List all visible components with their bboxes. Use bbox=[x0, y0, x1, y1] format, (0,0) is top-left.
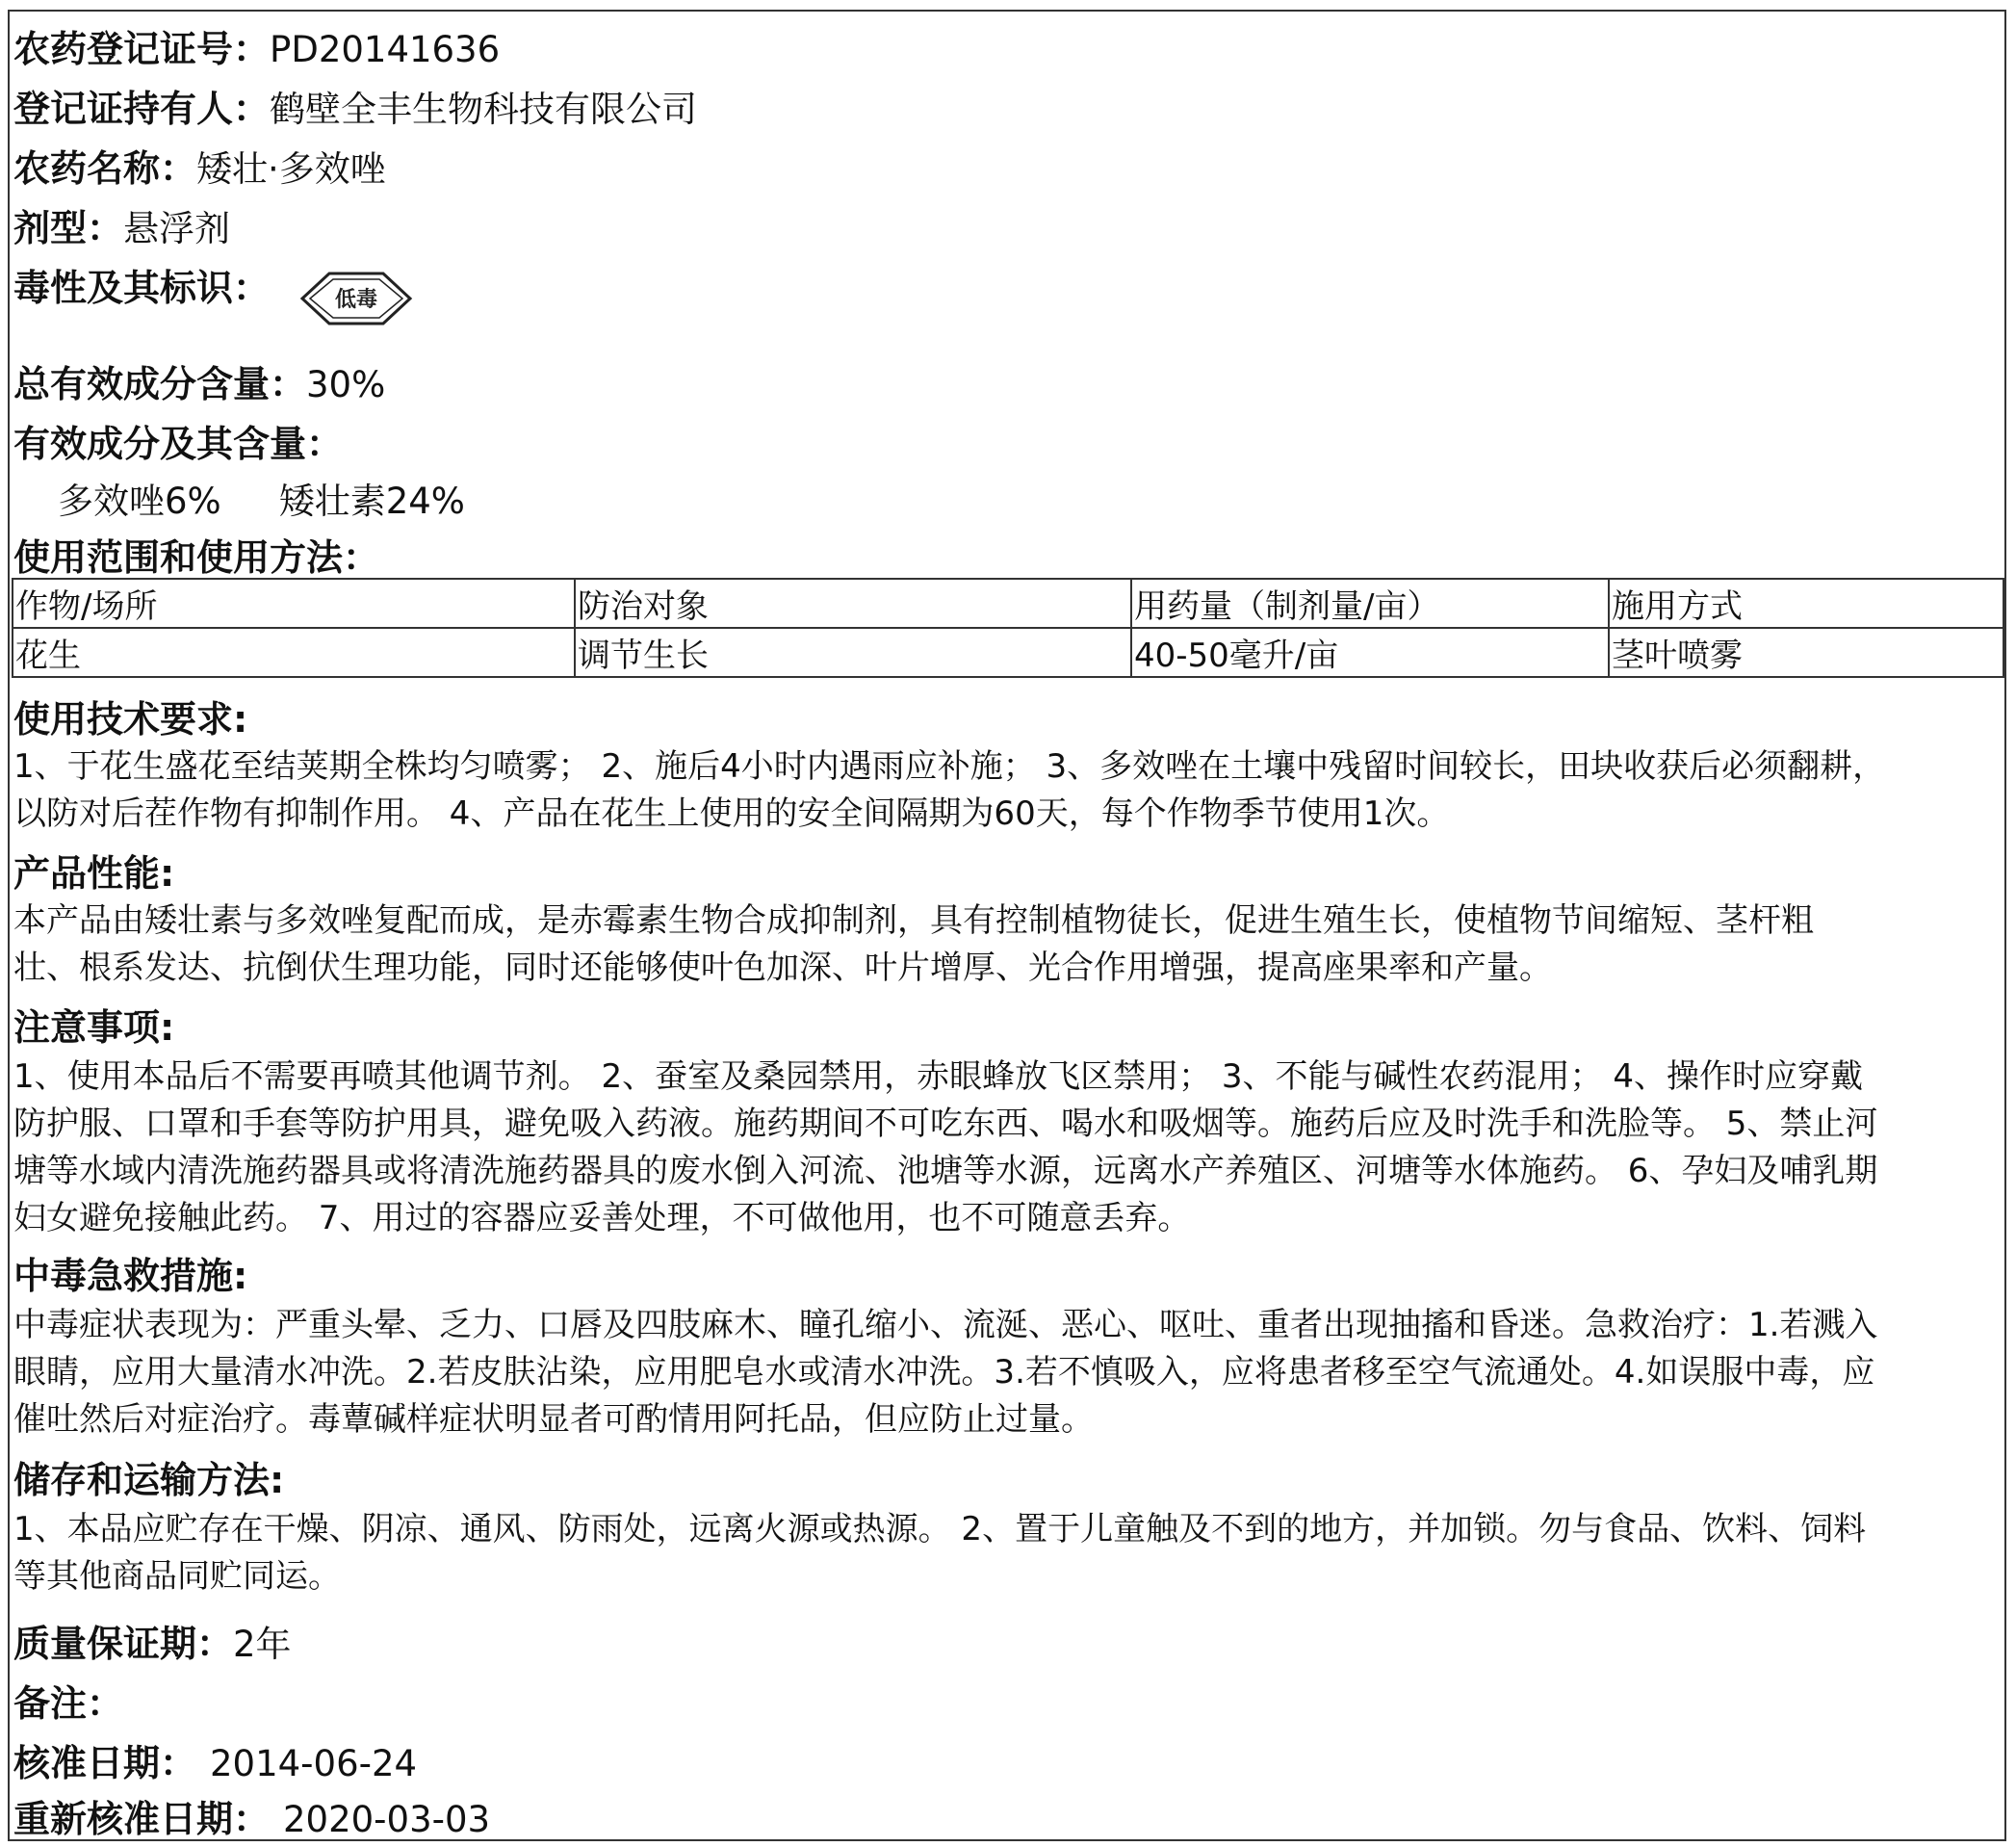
paragraph-line: 催吐然后对症治疗。毒蕈碱样症状明显者可酌情用阿托品，但应防止过量。 bbox=[13, 1400, 1094, 1439]
paragraph-line: 眼睛，应用大量清水冲洗。2.若皮肤沾染，应用肥皂水或清水冲洗。3.若不慎吸入，应将患者移至空气流通处。4.如误服中毒，应 bbox=[13, 1353, 1875, 1392]
ingredients-label: 有效成分及其含量： bbox=[13, 423, 344, 465]
holder-label: 登记证持有人： bbox=[13, 88, 271, 130]
usage-label-row bbox=[13, 528, 379, 581]
precautions-label-row bbox=[13, 998, 174, 1051]
table-header-cell: 用药量（制剂量/亩） bbox=[1131, 579, 1609, 628]
performance-label-row bbox=[13, 844, 174, 897]
first-aid-label: 中毒急救措施: bbox=[13, 1255, 248, 1297]
paragraph-line: 中毒症状表现为：严重头晕、乏力、口唇及四肢麻木、瞳孔缩小、流涎、恶心、呕吐、重者出现抽搐和昏迷。急救治疗：1.若溅入 bbox=[13, 1306, 1878, 1344]
remarks-label: 备注： bbox=[13, 1682, 124, 1725]
registration-row bbox=[13, 19, 500, 72]
paragraph-line: 1、本品应贮存在干燥、阴凉、通风、防雨处，远离火源或热源。 2、置于儿童触及不到的地方，并加锁。勿与食品、饮料、饲料 bbox=[13, 1510, 1867, 1548]
paragraph-line: 妇女避免接触此药。 7、用过的容器应妥善处理，不可做他用，也不可随意丢弃。 bbox=[13, 1199, 1191, 1237]
paragraph-line: 防护服、口罩和手套等防护用具，避免吸入药液。施药期间不可吃东西、喝水和吸烟等。施药后应及时洗手和洗脸等。 5、禁止河 bbox=[13, 1105, 1878, 1143]
approval-date-value: 2014-06-24 bbox=[210, 1743, 418, 1784]
remarks-row bbox=[13, 1674, 123, 1727]
table-header-cell: 作物/场所 bbox=[13, 579, 575, 628]
shelf-life-value: 2年 bbox=[233, 1624, 292, 1665]
table-cell: 茎叶喷雾 bbox=[1609, 628, 2003, 677]
name-value: 矮壮·多效唑 bbox=[196, 148, 386, 190]
ingredient-item: 多效唑6% bbox=[58, 481, 221, 522]
paragraph-line: 本产品由矮壮素与多效唑复配而成，是赤霉素生物合成抑制剂，具有控制植物徒长，促进生殖生长，使植物节间缩短、茎杆粗 bbox=[13, 901, 1814, 940]
precautions-label: 注意事项: bbox=[13, 1006, 175, 1049]
low-toxicity-diamond-icon bbox=[298, 268, 414, 329]
storage-label-row bbox=[13, 1450, 284, 1503]
paragraph-line: 壮、根系发达、抗倒伏生理功能，同时还能够使叶色加深、叶片增厚、光合作用增强，提高座果率和产量。 bbox=[13, 949, 1552, 987]
paragraph-line: 1、使用本品后不需要再喷其他调节剂。 2、蚕室及桑园禁用，赤眼蜂放飞区禁用； 3、不能与碱性农药混用； 4、操作时应穿戴 bbox=[13, 1057, 1863, 1096]
name-label: 农药名称： bbox=[13, 147, 197, 190]
registration-label: 农药登记证号： bbox=[13, 28, 271, 70]
storage-paragraph bbox=[13, 1506, 1999, 1600]
total-content-label: 总有效成分含量： bbox=[13, 363, 307, 405]
first-aid-paragraph bbox=[13, 1302, 1999, 1444]
reapproval-date-value: 2020-03-03 bbox=[283, 1799, 491, 1840]
total-content-value: 30% bbox=[306, 364, 386, 405]
approval-date-row bbox=[13, 1733, 417, 1786]
table-header-row bbox=[13, 579, 2003, 628]
paragraph-line: 以防对后茬作物有抑制作用。 4、产品在花生上使用的安全间隔期为60天，每个作物季节使用1次。 bbox=[13, 794, 1450, 833]
performance-label: 产品性能: bbox=[13, 852, 175, 895]
reapproval-date-row bbox=[13, 1789, 490, 1842]
tech-label-row bbox=[13, 689, 247, 742]
shelf-life-row bbox=[13, 1614, 292, 1667]
holder-value: 鹤壁全丰生物科技有限公司 bbox=[270, 89, 698, 130]
first-aid-label-row bbox=[13, 1246, 247, 1299]
table-cell: 调节生长 bbox=[575, 628, 1131, 677]
usage-table bbox=[12, 578, 2004, 678]
shelf-life-label: 质量保证期： bbox=[13, 1623, 234, 1665]
table-row bbox=[13, 628, 2003, 677]
formulation-label: 剂型： bbox=[13, 207, 124, 249]
performance-paragraph bbox=[13, 897, 1999, 992]
paragraph-line: 1、于花生盛花至结荚期全株均匀喷雾； 2、施后4小时内遇雨应补施； 3、多效唑在土壤中残留时间较长，田块收获后必须翻耕， bbox=[13, 747, 1886, 786]
paragraph-line: 等其他商品同贮同运。 bbox=[13, 1557, 341, 1596]
ingredient-item: 矮壮素24% bbox=[278, 481, 465, 522]
table-cell: 40-50毫升/亩 bbox=[1131, 628, 1609, 677]
table-header-cell: 施用方式 bbox=[1609, 579, 2003, 628]
toxicity-badge-text: 低毒 bbox=[334, 287, 378, 312]
storage-label: 储存和运输方法: bbox=[13, 1459, 285, 1501]
table-cell: 花生 bbox=[13, 628, 575, 677]
tech-label: 使用技术要求: bbox=[13, 698, 248, 741]
toxicity-row bbox=[13, 258, 270, 311]
tech-paragraph bbox=[13, 743, 1999, 838]
formulation-value: 悬浮剂 bbox=[123, 208, 231, 249]
precautions-paragraph bbox=[13, 1054, 1999, 1242]
reapproval-date-label: 重新核准日期： bbox=[13, 1798, 271, 1840]
total-content-row bbox=[13, 354, 385, 407]
paragraph-line: 塘等水域内清洗施药器具或将清洗施药器具的废水倒入河流、池塘等水源，远离水产养殖区、河塘等水体施药。 6、孕妇及哺乳期 bbox=[13, 1152, 1878, 1190]
registration-value: PD20141636 bbox=[270, 29, 501, 70]
toxicity-label: 毒性及其标识： bbox=[13, 267, 271, 309]
approval-date-label: 核准日期： bbox=[13, 1742, 197, 1784]
holder-row bbox=[13, 79, 697, 132]
table-header-cell: 防治对象 bbox=[575, 579, 1131, 628]
formulation-row bbox=[13, 198, 230, 251]
usage-label: 使用范围和使用方法： bbox=[13, 536, 380, 579]
name-row bbox=[13, 139, 386, 192]
ingredients-label-row bbox=[13, 414, 343, 467]
ingredients-list bbox=[58, 472, 523, 524]
pesticide-registration-sheet bbox=[8, 10, 2006, 1841]
